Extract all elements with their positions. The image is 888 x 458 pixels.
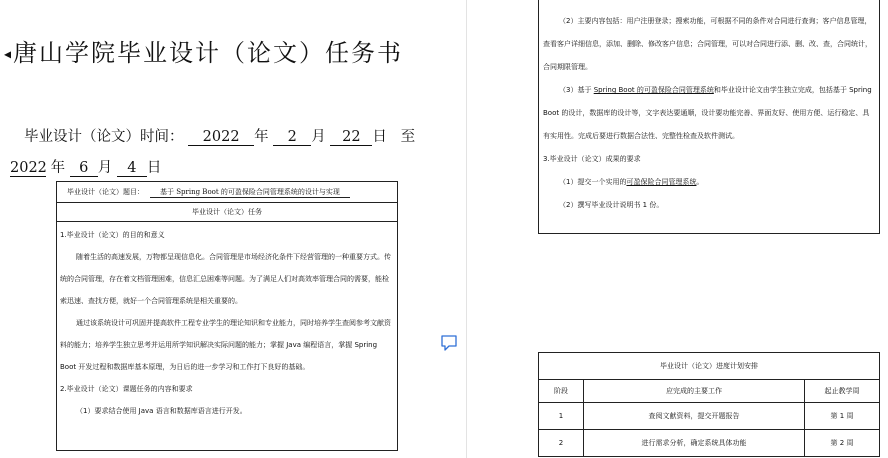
topic-value: 基于 Spring Boot 的可盈保险合同管理系统的设计与实现 — [150, 187, 350, 198]
row1-work: 查阅文献资料，提交开题报告 — [584, 403, 805, 430]
task-header: 毕业设计（论文）任务 — [57, 203, 397, 222]
row2-week: 第 2 周 — [805, 430, 880, 457]
header-main-work: 应完成的主要工作 — [584, 380, 805, 403]
time-line-1 — [24, 125, 415, 146]
schedule-header-row — [539, 380, 880, 403]
requirement-item-3 — [543, 79, 875, 148]
result-item-2: （2）撰写毕业设计说明书 1 份。 — [559, 201, 664, 209]
time-label: 毕业设计（论文）时间： — [24, 129, 184, 145]
start-day: 22 — [330, 129, 372, 146]
item3-underlined: Spring Boot 的可盈保险合同管理系统 — [593, 86, 714, 94]
result-item-1 — [543, 171, 875, 194]
task-table — [56, 181, 398, 451]
day-char: 日 — [372, 129, 387, 145]
result1-prefix: （1）提交一个实用的 — [559, 178, 627, 186]
end-year: 2022 — [10, 160, 47, 176]
paragraph-anchor-icon: ◂ — [4, 46, 14, 63]
month-char-2: 月 — [97, 160, 113, 176]
row1-stage: 1 — [539, 403, 584, 430]
item3-suffix: 和毕业设计论文由学生独立完成，包括基于 Spring Boot 的设计，数据库的设计等，文字表达要通顺，设计要功能完善、界面友好、使用方便、运行稳定、具有实用性。完成后要进行数据合法性、完整性检查及软件测试。 — [543, 86, 872, 140]
section3-title: 3.毕业设计（论文）成果的要求 — [543, 155, 641, 163]
day-char-2: 日 — [146, 160, 162, 176]
row2-stage: 2 — [539, 430, 584, 457]
start-month: 2 — [273, 129, 311, 146]
month-char: 月 — [311, 129, 326, 145]
result1-underlined: 可盈保险合同管理系统 — [626, 178, 697, 186]
item3-prefix: （3）基于 — [559, 86, 594, 94]
schedule-caption: 毕业设计（论文）进度计划安排 — [539, 353, 880, 380]
comment-icon[interactable] — [440, 334, 458, 352]
result1-suffix: 。 — [696, 178, 704, 186]
significance-paragraph: 通过该系统设计可巩固并提高软件工程专业学生的理论知识和专业能力，同时培养学生查阅参考文献资料的能力；培养学生独立思考并运用所学知识解决实际问题的能力；掌握 Java 编程语言，掌握 Spring Boot 开发过程和数据库基本原理，为日后的进一步学习和工作打下良好的基础。 — [60, 319, 391, 371]
document-title — [4, 33, 403, 68]
section2-title: 2.毕业设计（论文）课题任务的内容和要求 — [60, 385, 193, 393]
year-char: 年 — [254, 129, 269, 145]
end-month: 6 — [70, 160, 98, 177]
topic-row — [57, 182, 397, 203]
row1-week: 第 1 周 — [805, 403, 880, 430]
row2-work: 进行需求分析，确定系统具体功能 — [584, 430, 805, 457]
requirement-item-1: （1）要求结合使用 Java 语言和数据库语言进行开发。 — [76, 407, 247, 415]
time-line-2 — [10, 156, 161, 177]
requirement-item-2: （2）主要内容包括：用户注册登录；搜索功能，可根据不同的条件对合同进行查询；客户信息管理，查看客户详细信息，添加、删除、修改客户信息；合同管理，可以对合同进行添、删、改、查，合同统计，合同期限管理。 — [543, 17, 872, 71]
page-gutter — [466, 0, 467, 458]
to-char: 至 — [400, 129, 416, 145]
task-table-continued — [538, 0, 880, 234]
title-text: 唐山学院毕业设计（论文）任务书 — [13, 39, 404, 67]
purpose-paragraph: 随着生活的高速发展，万物都呈现信息化。合同管理是市场经济化条件下经营管理的一种重要方式。传统的合同管理，存在着文档管理困难，信息汇总困难等问题。为了满足人们对高效率管理合同的需要，能检索迅速、查找方便，就好一个合同管理系统是相关重要的。 — [60, 253, 391, 305]
task-body — [57, 222, 397, 422]
header-week: 起止教学周 — [805, 380, 880, 403]
schedule-table — [538, 352, 880, 457]
year-char-2: 年 — [50, 160, 66, 176]
table-row — [539, 403, 880, 430]
schedule-caption-row — [539, 353, 880, 380]
table-row — [539, 430, 880, 457]
header-stage: 阶段 — [539, 380, 584, 403]
end-day: 4 — [117, 160, 147, 177]
section1-title: 1.毕业设计（论文）的目的和意义 — [60, 231, 165, 239]
topic-label: 毕业设计（论文）题目： — [67, 188, 144, 196]
start-year: 2022 — [188, 129, 254, 146]
